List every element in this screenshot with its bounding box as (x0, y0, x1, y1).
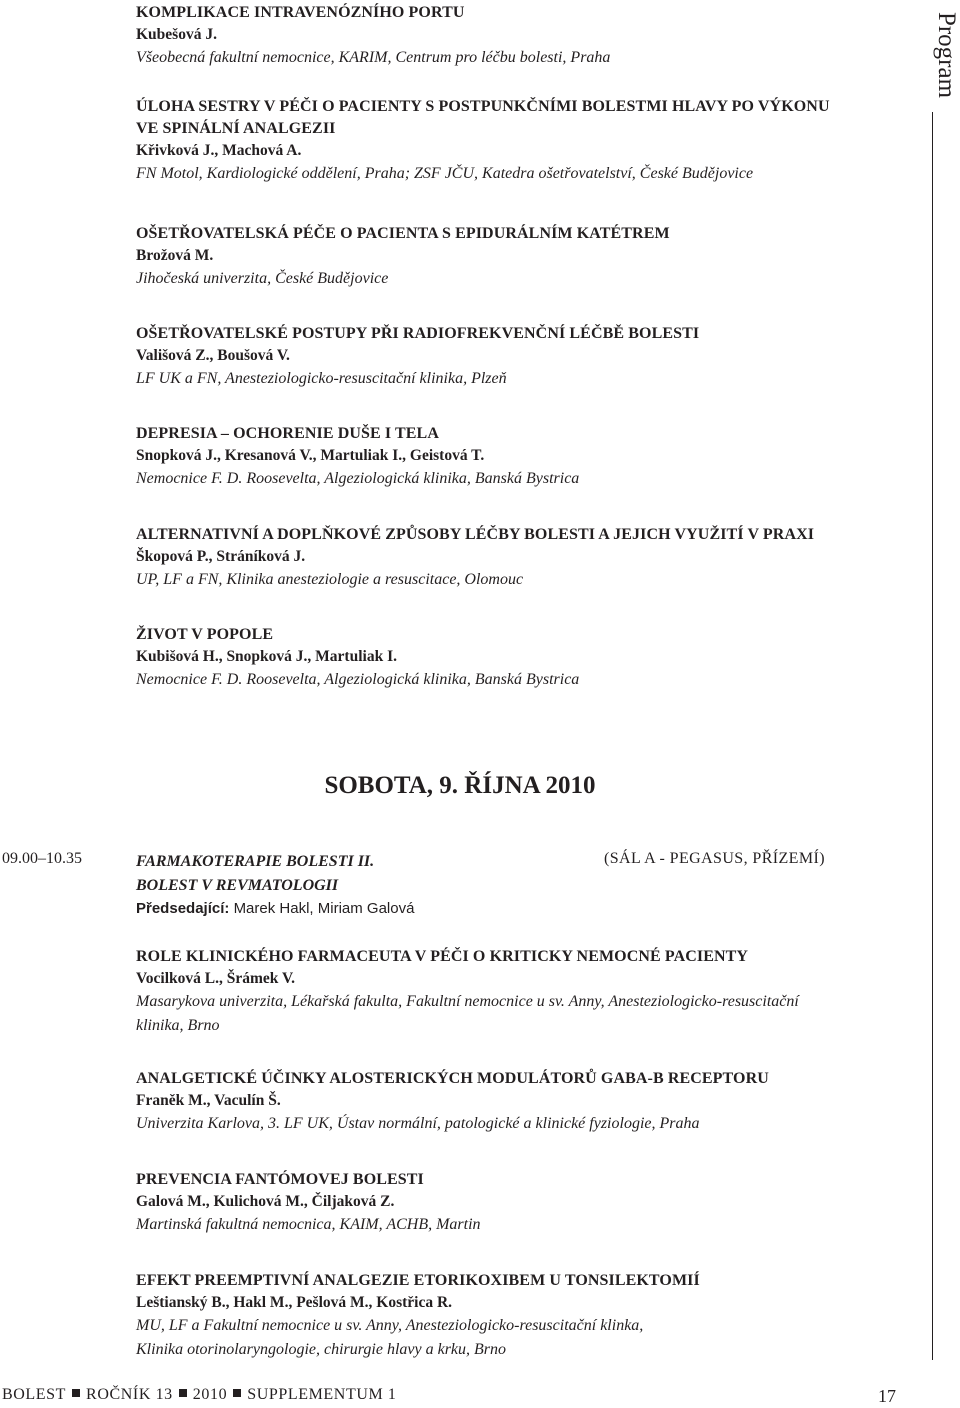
abstract-entry (136, 96, 916, 186)
square-bullet-icon (72, 1389, 80, 1397)
side-rule (932, 112, 933, 1360)
abstract-affiliation: Nemocnice F. D. Roosevelta, Algeziologická klinika, Banská Bystrica (136, 470, 580, 487)
footer-journal-name: BOLEST (2, 1386, 67, 1403)
session-title (136, 850, 374, 898)
abstract-entry (136, 946, 916, 1038)
abstract-title: DEPRESIA – OCHORENIE DUŠE I TELA (136, 425, 439, 442)
abstract-title: ANALGETICKÉ ÚČINKY ALOSTERICKÝCH MODULÁTORŮ GABA-B RECEPTORU (136, 1070, 769, 1087)
session-room: (SÁL A - PEGASUS, PŘÍZEMÍ) (604, 850, 825, 867)
abstract-affiliation: MU, LF a Fakultní nemocnice u sv. Anny, Anesteziologicko-resuscitační klinka, (136, 1317, 644, 1334)
abstract-title: VE SPINÁLNÍ ANALGEZII (136, 120, 336, 137)
side-label: Program (933, 11, 960, 99)
abstract-authors: Leštianský B., Hakl M., Pešlová M., Kostřica R. (136, 1294, 453, 1311)
abstract-entry (136, 1270, 916, 1362)
abstract-affiliation: Martinská fakultná nemocnica, KAIM, ACHB, Martin (136, 1216, 481, 1233)
footer-journal (2, 1386, 397, 1404)
abstract-affiliation: Jihočeská univerzita, České Budějovice (136, 270, 389, 287)
abstract-title: OŠETŘOVATELSKÁ PÉČE O PACIENTA S EPIDURÁLNÍM KATÉTREM (136, 225, 670, 242)
abstract-entry (136, 2, 916, 70)
abstract-title: PREVENCIA FANTÓMOVEJ BOLESTI (136, 1171, 424, 1188)
square-bullet-icon (233, 1389, 241, 1397)
abstract-affiliation: FN Motol, Kardiologické oddělení, Praha; ZSF JČU, Katedra ošetřovatelství, České Budějovice (136, 165, 754, 182)
abstract-authors: Vališová Z., Boušová V. (136, 347, 290, 364)
abstract-title: ÚLOHA SESTRY V PÉČI O PACIENTY S POSTPUNKČNÍMI BOLESTMI HLAVY PO VÝKONU (136, 98, 830, 115)
abstract-authors: Galová M., Kulichová M., Čiljaková Z. (136, 1193, 395, 1210)
chairs-names: Marek Hakl, Miriam Galová (233, 900, 415, 917)
session-title-line: BOLEST V REVMATOLOGII (136, 877, 339, 894)
session-title-line: FARMAKOTERAPIE BOLESTI II. (136, 853, 375, 870)
session-chairs (136, 898, 414, 920)
abstract-entry (136, 1169, 916, 1237)
abstract-affiliation: Klinika otorinolaryngologie, chirurgie hlavy a krku, Brno (136, 1341, 507, 1358)
square-bullet-icon (179, 1389, 187, 1397)
abstract-entry (136, 524, 916, 592)
abstract-affiliation: Všeobecná fakultní nemocnice, KARIM, Centrum pro léčbu bolesti, Praha (136, 49, 611, 66)
abstract-authors: Kubešová J. (136, 26, 217, 43)
abstract-authors: Škopová P., Stráníková J. (136, 548, 306, 565)
abstract-title: ALTERNATIVNÍ A DOPLŇKOVÉ ZPŮSOBY LÉČBY BOLESTI A JEJICH VYUŽITÍ V PRAXI (136, 526, 815, 543)
abstract-entry (136, 624, 916, 692)
abstract-affiliation: UP, LF a FN, Klinika anesteziologie a resuscitace, Olomouc (136, 571, 524, 588)
abstract-title: KOMPLIKACE INTRAVENÓZNÍHO PORTU (136, 4, 465, 21)
abstract-authors: Kubišová H., Snopková J., Martuliak I. (136, 648, 397, 665)
abstract-affiliation: Nemocnice F. D. Roosevelta, Algeziologická klinika, Banská Bystrica (136, 671, 580, 688)
abstract-entry (136, 423, 916, 491)
footer-year: 2010 (192, 1386, 228, 1403)
session-time: 09.00–10.35 (2, 850, 82, 867)
abstract-title: ŽIVOT V POPOLE (136, 626, 274, 643)
abstract-affiliation: LF UK a FN, Anesteziologicko-resuscitační klinika, Plzeň (136, 370, 507, 387)
abstract-authors: Vocilková L., Šrámek V. (136, 970, 296, 987)
abstract-title: EFEKT PREEMPTIVNÍ ANALGEZIE ETORIKOXIBEM U TONSILEKTOMIÍ (136, 1272, 700, 1289)
abstract-authors: Franěk M., Vaculín Š. (136, 1092, 281, 1109)
abstract-entry (136, 1068, 916, 1136)
day-heading: SOBOTA, 9. ŘÍJNA 2010 (324, 772, 596, 799)
abstract-entry (136, 323, 916, 391)
abstract-authors: Křivková J., Machová A. (136, 142, 302, 159)
chairs-label: Předsedající: (136, 900, 230, 917)
abstract-entry (136, 223, 916, 291)
abstract-authors: Snopková J., Kresanová V., Martuliak I., Geistová T. (136, 447, 485, 464)
abstract-title: OŠETŘOVATELSKÉ POSTUPY PŘI RADIOFREKVENČNÍ LÉČBĚ BOLESTI (136, 325, 700, 342)
abstract-affiliation: Univerzita Karlova, 3. LF UK, Ústav normální, patologické a klinické fyziologie, Praha (136, 1115, 700, 1132)
footer-supplement: SUPPLEMENTUM 1 (247, 1386, 397, 1403)
footer-volume: ROČNÍK 13 (86, 1386, 173, 1403)
abstract-affiliation: klinika, Brno (136, 1017, 220, 1034)
abstract-affiliation: Masarykova univerzita, Lékařská fakulta, Fakultní nemocnice u sv. Anny, Anesteziologicko-resuscitační (136, 993, 799, 1010)
page-number: 17 (878, 1386, 896, 1406)
abstract-title: ROLE KLINICKÉHO FARMACEUTA V PÉČI O KRITICKY NEMOCNÉ PACIENTY (136, 948, 749, 965)
abstract-authors: Brožová M. (136, 247, 214, 264)
